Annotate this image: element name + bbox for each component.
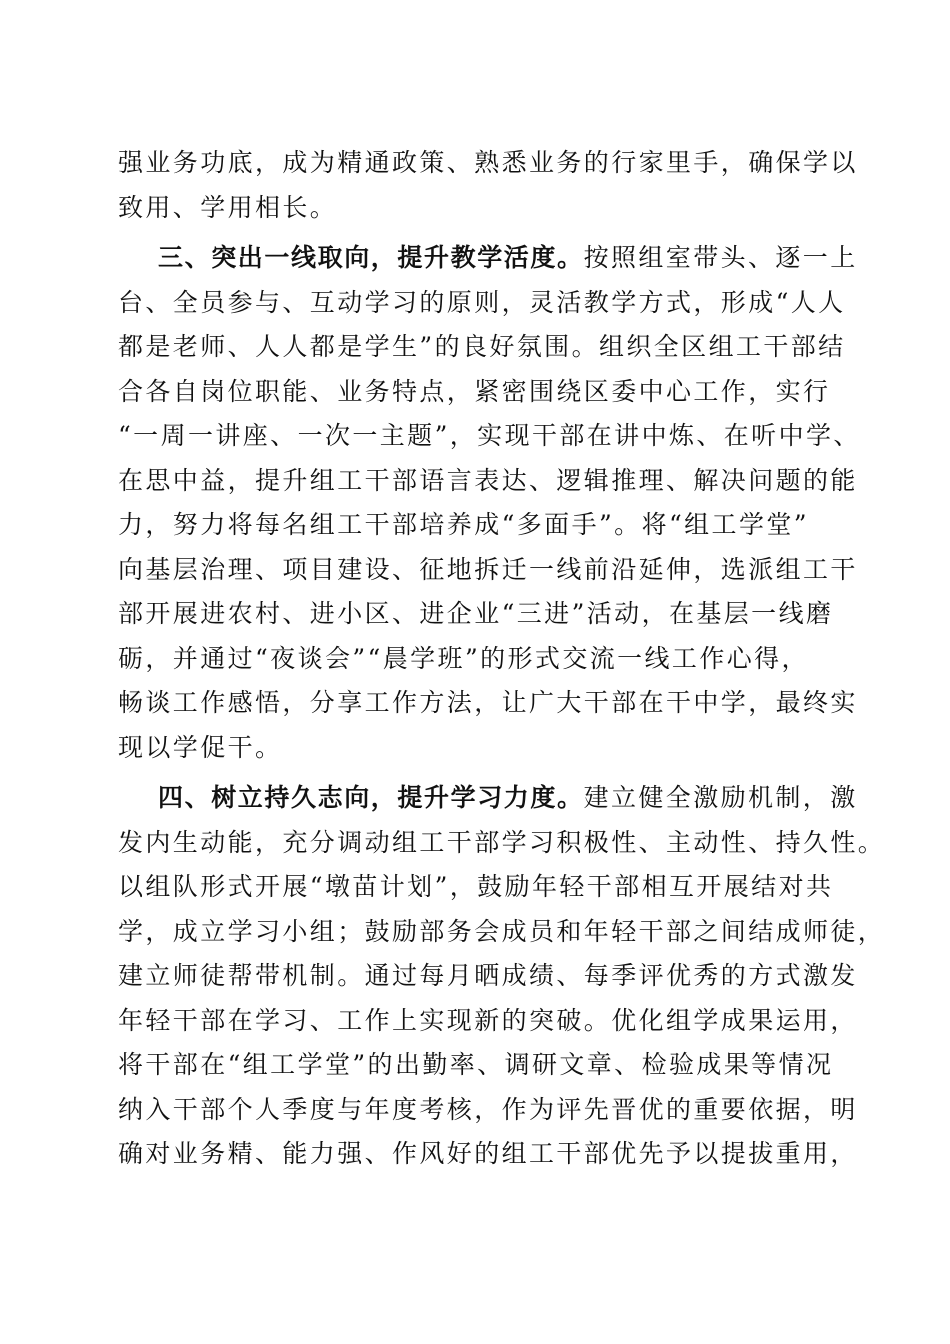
- section-3-heading: 三、突出一线取向，提升教学活度。: [158, 243, 584, 272]
- text-line: 学，成立学习小组；鼓励部务会成员和年轻干部之间结成师徒，: [118, 916, 886, 946]
- text-line: 年轻干部在学习、工作上实现新的突破。优化组学成果运用，: [118, 1005, 858, 1035]
- text-line: 以组队形式开展“墩苗计划”，鼓励年轻干部相互开展结对共: [118, 872, 834, 901]
- text-line: “一周一讲座、一次一主题”，实现干部在讲中炼、在听中学、: [118, 421, 861, 450]
- text-line: 合各自岗位职能、业务特点，紧密围绕区委中心工作，实行: [118, 376, 831, 406]
- text-line: 台、全员参与、互动学习的原则，灵活教学方式，形成“人人: [118, 287, 846, 317]
- text-line: 强业务功底，成为精通政策、熟悉业务的行家里手，确保学以: [118, 148, 858, 177]
- document-body: [118, 141, 886, 1177]
- text-line: 现以学促干。: [118, 732, 283, 762]
- section-3-first-line-text: 按照组室带头、逐一上: [583, 243, 858, 272]
- text-line: 发内生动能，充分调动组工干部学习积极性、主动性、持久性。: [118, 827, 886, 857]
- section-4-heading: 四、树立持久志向，提升学习力度。: [158, 783, 584, 812]
- section-4-first-line-text: 建立健全激励机制，激: [583, 783, 858, 812]
- text-line: 纳入干部个人季度与年度考核，作为评先晋优的重要依据，明: [118, 1094, 858, 1124]
- section-4-first-line: [118, 776, 858, 821]
- text-line: 致用、学用相长。: [118, 192, 338, 222]
- text-line: 在思中益，提升组工干部语言表达、逻辑推理、解决问题的能: [118, 465, 858, 495]
- text-line: 向基层治理、项目建设、征地拆迁一线前沿延伸，选派组工干: [118, 554, 858, 584]
- text-line: 确对业务精、能力强、作风好的组工干部优先予以提拔重用，: [118, 1139, 858, 1168]
- text-line: 部开展进农村、进小区、进企业“三进”活动，在基层一线磨: [118, 599, 834, 628]
- section-3-first-line: [118, 236, 858, 281]
- text-line: 畅谈工作感悟，分享工作方法，让广大干部在干中学，最终实: [118, 688, 858, 717]
- text-line: 都是老师、人人都是学生”的良好氛围。组织全区组工干部结: [118, 332, 846, 361]
- text-line: 将干部在“组工学堂”的出勤率、调研文章、检验成果等情况: [118, 1050, 834, 1079]
- text-line: 砺，并通过“夜谈会”“晨学班”的形式交流一线工作心得，: [118, 643, 809, 673]
- text-line: 建立师徒帮带机制。通过每月晒成绩、每季评优秀的方式激发: [118, 961, 858, 990]
- text-line: 力，努力将每名组工干部培养成“多面手”。将“组工学堂”: [118, 510, 809, 539]
